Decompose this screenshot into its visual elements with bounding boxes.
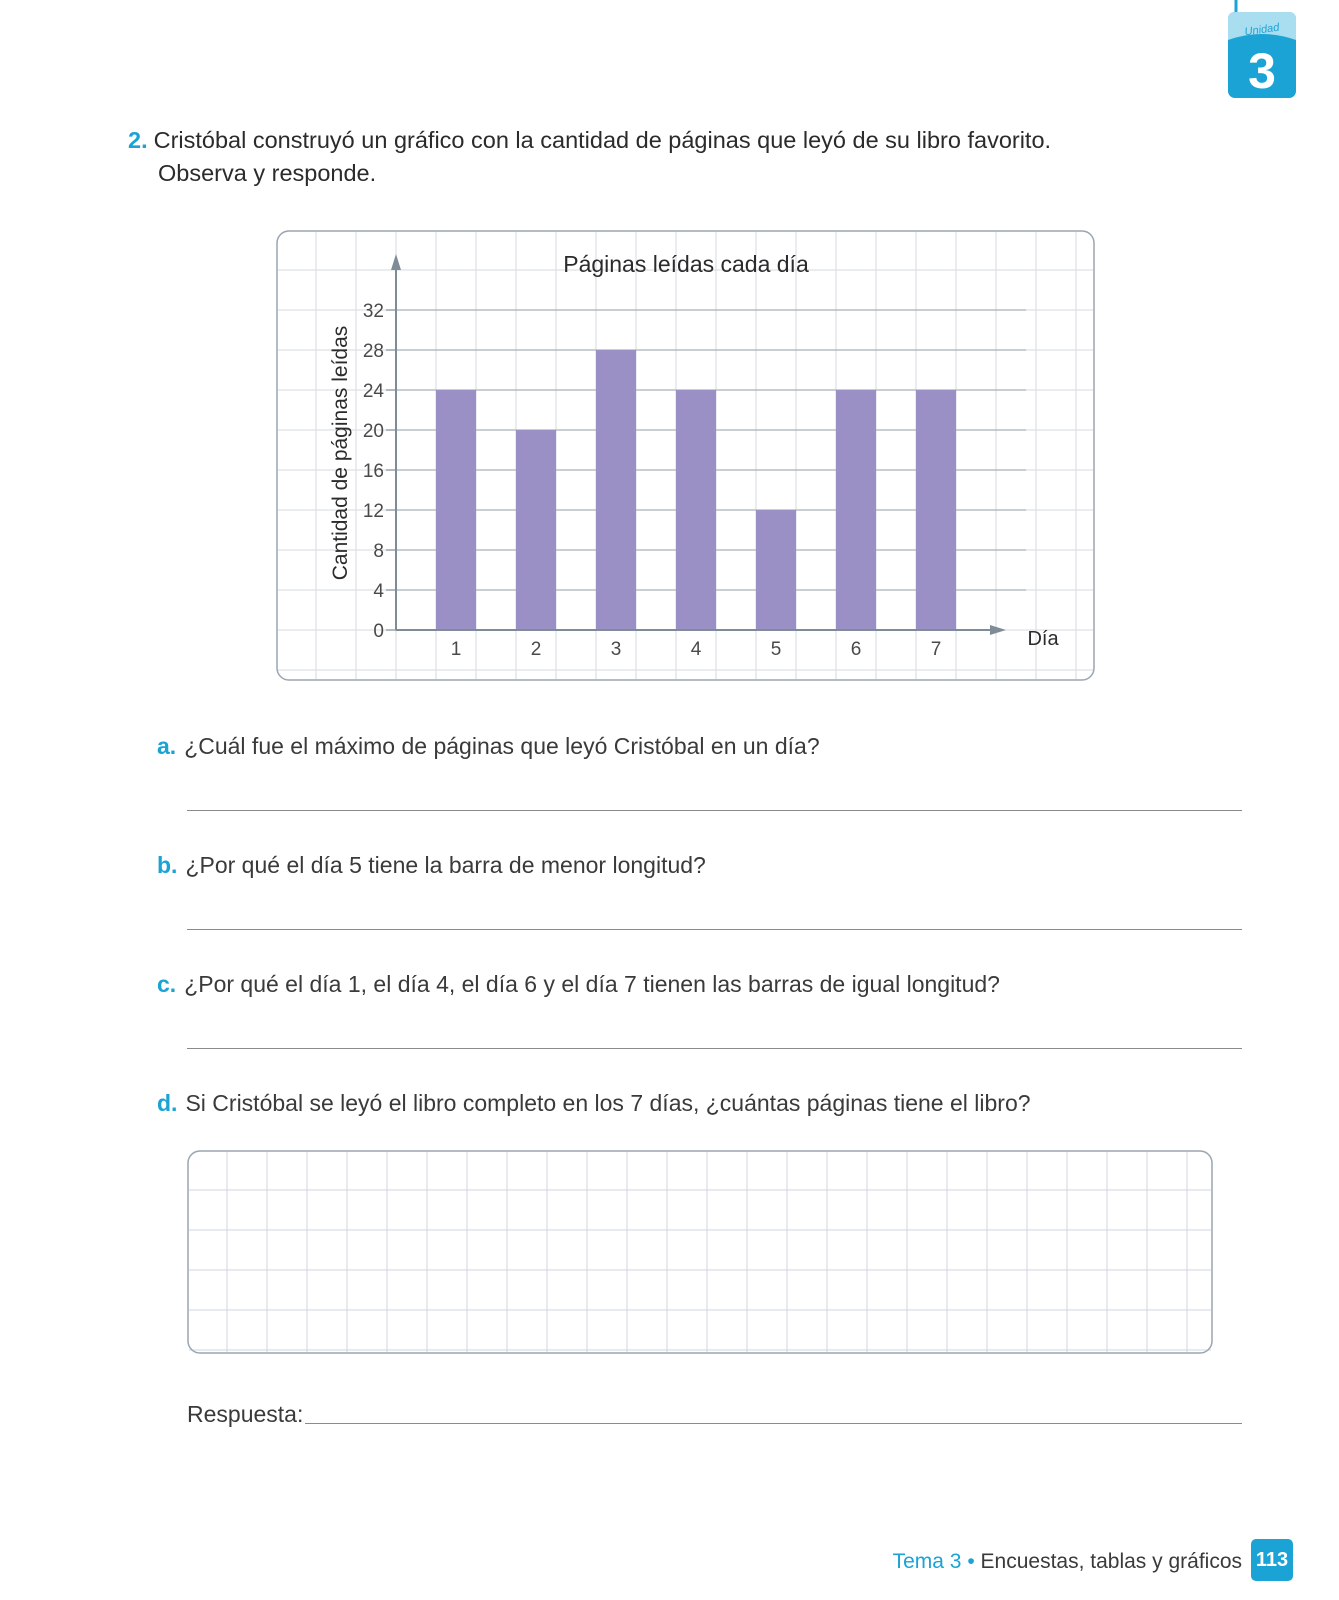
x-tick-label: 6 [850, 639, 862, 660]
y-tick-label: 32 [362, 301, 384, 322]
question-line1: Cristóbal construyó un gráfico con la cantidad de páginas que leyó de su libro favorito. [153, 127, 1052, 153]
x-tick-label: 4 [690, 639, 702, 660]
subquestion-c [157, 971, 1000, 998]
answer-label: Respuesta: [187, 1401, 304, 1427]
subquestion-text: ¿Cuál fue el máximo de páginas que leyó Cristóbal en un día? [184, 733, 820, 759]
subquestion-letter: d. [157, 1090, 178, 1116]
x-tick-label: 2 [530, 639, 542, 660]
y-tick-label: 20 [362, 421, 384, 442]
bar [436, 390, 476, 630]
footer-text: Encuestas, tablas y gráficos [980, 1550, 1242, 1573]
page-number: 113 [1251, 1539, 1293, 1581]
subquestion-letter: b. [157, 852, 178, 878]
bar [676, 390, 716, 630]
y-tick-label: 8 [373, 541, 384, 562]
work-grid[interactable] [187, 1150, 1213, 1354]
bar [516, 430, 556, 630]
subquestion-a [157, 733, 820, 760]
x-tick-label: 7 [930, 639, 942, 660]
bar-chart [276, 230, 1095, 681]
y-tick-label: 28 [362, 341, 384, 362]
subquestion-letter: a. [157, 733, 177, 759]
footer [893, 1542, 1242, 1582]
chart-x-axis-label: Día [1027, 628, 1059, 650]
x-tick-label: 1 [450, 639, 462, 660]
answer-line-d[interactable] [305, 1423, 1242, 1424]
subquestion-b [157, 852, 706, 879]
y-tick-label: 16 [362, 461, 384, 482]
chart-title: Páginas leídas cada día [563, 251, 809, 277]
y-tick-label: 24 [362, 381, 384, 402]
footer-separator: • [961, 1550, 981, 1573]
subquestion-letter: c. [157, 971, 177, 997]
subquestion-text: ¿Por qué el día 5 tiene la barra de menor longitud? [185, 852, 706, 878]
x-tick-label: 5 [770, 639, 782, 660]
answer-line-b[interactable] [187, 929, 1242, 930]
subquestion-text: Si Cristóbal se leyó el libro completo en los 7 días, ¿cuántas páginas tiene el libro? [185, 1090, 1031, 1116]
bar [916, 390, 956, 630]
x-tick-label: 3 [610, 639, 622, 660]
answer-line-a[interactable] [187, 810, 1242, 811]
subquestion-text: ¿Por qué el día 1, el día 4, el día 6 y el día 7 tienen las barras de igual longitud? [184, 971, 1000, 997]
unit-badge [1226, 0, 1298, 100]
bar [756, 510, 796, 630]
subquestion-d [157, 1090, 1031, 1117]
y-tick-label: 0 [373, 621, 384, 642]
y-tick-label: 4 [373, 581, 384, 602]
y-tick-label: 12 [362, 501, 384, 522]
question-text [128, 124, 1128, 190]
footer-tema: Tema 3 [892, 1550, 962, 1573]
answer-line-c[interactable] [187, 1048, 1242, 1049]
bar [836, 390, 876, 630]
unit-number: 3 [1248, 43, 1276, 99]
unit-label: Unidad [1243, 21, 1281, 39]
question-number: 2. [128, 127, 148, 153]
chart-y-axis-label: Cantidad de páginas leídas [329, 325, 352, 581]
question-line2: Observa y responde. [158, 160, 377, 186]
bar [596, 350, 636, 630]
